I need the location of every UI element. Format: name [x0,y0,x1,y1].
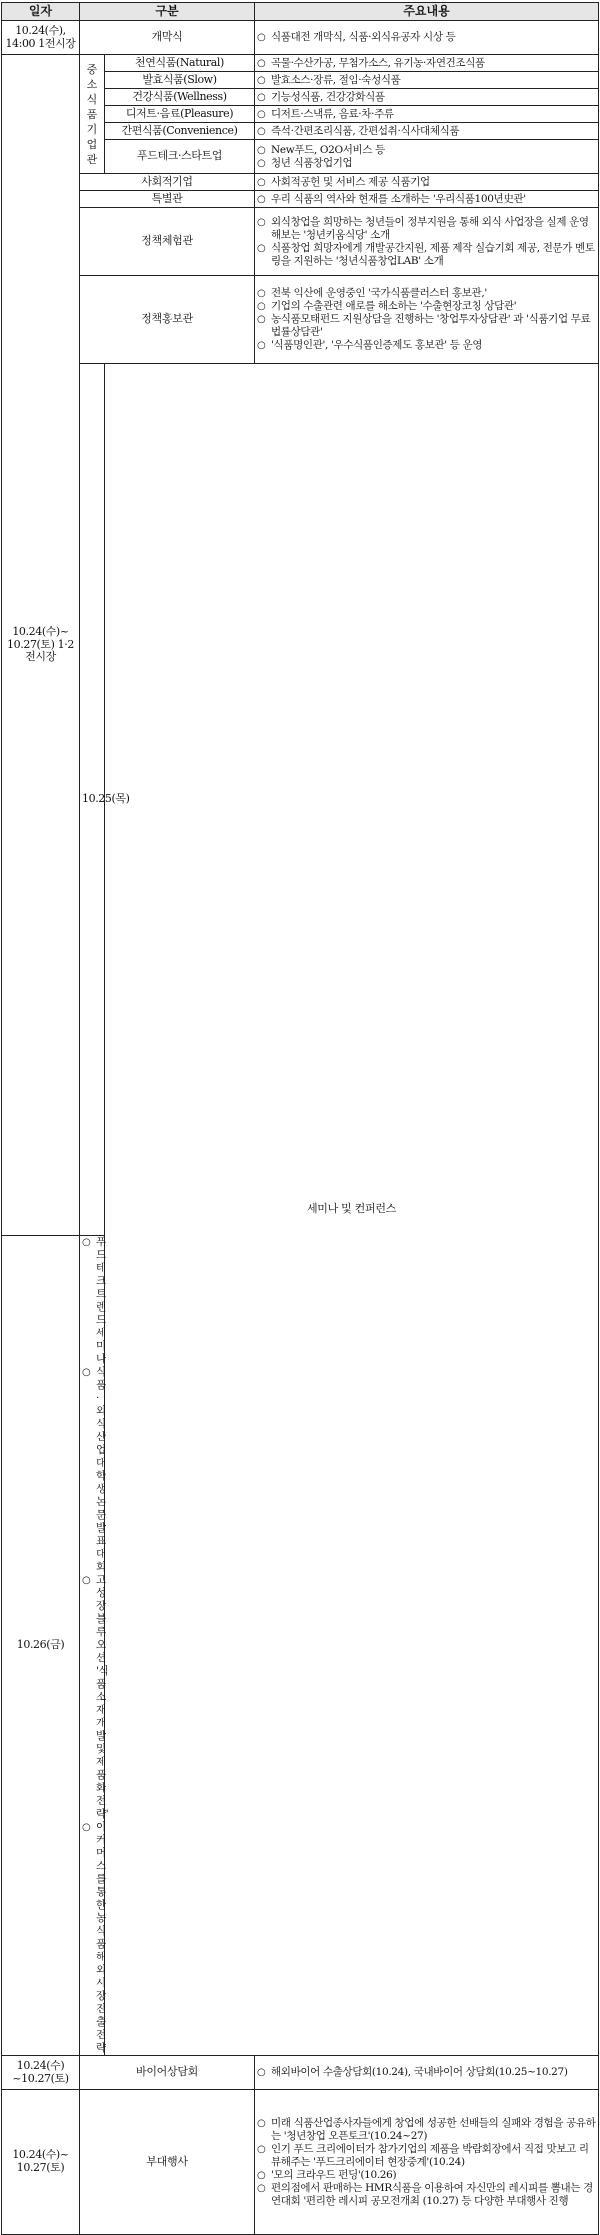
row-policy-pr [2,276,599,364]
circle-bullet-icon: ○ [257,2117,266,2129]
content-cell [255,174,599,191]
content-cell [255,89,599,106]
circle-bullet-icon: ○ [257,314,266,325]
category-cell: 정책홍보관 [80,276,255,364]
group-cell-sme: 중소 식품 기업관 [80,55,105,174]
content-cell [255,55,599,72]
category-cell: 개막식 [80,21,255,55]
circle-bullet-icon: ○ [257,2182,266,2194]
date-cell: 10.25(목) [80,364,105,1236]
circle-bullet-icon: ○ [257,32,266,43]
row-opening [2,21,599,55]
date-cell-main: 10.24(수)~ 10.27(토) 1·2전시장 [2,55,80,1236]
row-seminar-1025 [2,364,599,1236]
circle-bullet-icon: ○ [257,176,266,188]
date-cell: 10.26(금) [2,1236,80,2056]
category-cell: 바이어상담회 [80,2056,255,2090]
header-content: 주요내용 [255,3,599,21]
list-item: ○ 디저트·스낵류, 음료·차·주류 [257,107,394,120]
category-cell: 사회적기업 [80,174,255,191]
list-item: ○ 사회적공헌 및 서비스 제공 식품기업 [257,175,430,188]
row-special [2,191,599,208]
circle-bullet-icon: ○ [257,57,266,69]
row-social [2,174,599,191]
content-cell [255,106,599,123]
circle-bullet-icon: ○ [82,1237,91,1248]
list-item: ○ '모의 크라우드 펀딩'(10.26) [257,2168,397,2181]
header-row [2,3,599,21]
category-cell: 푸드테크·스타트업 [105,140,255,174]
list-item: ○ 기능성식품, 건강강화식품 [257,90,385,103]
category-cell: 디저트·음료(Pleasure) [105,106,255,123]
circle-bullet-icon: ○ [257,144,266,156]
content-cell [255,208,599,276]
circle-bullet-icon: ○ [257,125,266,137]
list-item: ○ 전북 익산에 운영중인 '국가식품클러스터 홍보관,' [257,287,487,299]
content-cell [255,276,599,364]
category-cell: 간편식품(Convenience) [105,123,255,140]
row-policy-experience [2,208,599,276]
list-item: ○ '식품명인관', '우수식품인증제도 홍보관' 등 운영 [257,339,483,351]
content-cell [255,2090,599,2235]
content-cell [255,21,599,55]
list-item: ○ 식품대전 개막식, 식품·외식유공자 시상 등 [257,31,456,43]
category-cell: 세미나 및 컨퍼런스 [105,364,599,2056]
list-item: ○ 기업의 수출관련 애로를 해소하는 '수출현장코칭 상담관' [257,300,517,312]
circle-bullet-icon: ○ [257,242,266,254]
circle-bullet-icon: ○ [257,216,266,228]
date-cell: 10.24(수), 14:00 1전시장 [2,21,80,55]
content-cell [255,72,599,89]
circle-bullet-icon: ○ [257,301,266,312]
list-item: ○ 즉석·간편조리식품, 간편섭취·식사대체식품 [257,124,460,137]
row-side-events [2,2090,599,2235]
circle-bullet-icon: ○ [82,1822,91,1833]
content-cell [255,140,599,174]
circle-bullet-icon: ○ [257,2169,266,2181]
date-cell: 10.24(수)~ 10.27(토) [2,2090,80,2235]
list-item: ○ 식품창업 희망자에게 개발공간지원, 제품 제작 실습기회 제공, 전문가 멘토링을 지원하는 '청년식품창업LAB' 소개 [257,241,595,267]
circle-bullet-icon: ○ [257,340,266,351]
list-item: ○ 발효소스·장류, 절임·숙성식품 [257,73,401,86]
list-item: ○ 식품·외식산업 대학생 논문발표대회 [82,1366,106,1573]
circle-bullet-icon: ○ [82,1367,91,1378]
circle-bullet-icon: ○ [257,2143,266,2155]
list-item: ○ 청년 식품창업기업 [257,156,353,169]
circle-bullet-icon: ○ [257,157,266,169]
category-cell: 부대행사 [80,2090,255,2235]
row-natural [2,55,599,72]
list-item: ○ 편의점에서 판매하는 HMR식품을 이용하여 자신만의 레시피를 뽐내는 경연대회 '편리한 레시피 공모전개최 (10.27) 등 다양한 부대행사 진행 [257,2181,593,2207]
circle-bullet-icon: ○ [257,288,266,299]
list-item: ○ 농식품모태펀드 지원상담을 진행하는 '창업투자상담관' 과 '식품기업 무료법률상담관' [257,313,591,338]
category-cell: 발효식품(Slow) [105,72,255,89]
list-item: ○ 인기 푸드 크리에이터가 참가기업의 제품을 박람회장에서 직접 맛보고 리뷰해주는 '푸드크리에이터 현장중계'(10.24) [257,2142,589,2168]
circle-bullet-icon: ○ [257,193,266,205]
list-item: ○ 이커머스를 통한 농식품 해외시장 진출전략 [82,1821,106,2054]
content-cell [80,1236,109,2056]
category-cell: 천연식품(Natural) [105,55,255,72]
list-item: ○ 미래 식품산업종사자들에게 창업에 성공한 선배들의 실패와 경험을 공유하는 '청년창업 오픈토크'(10.24~27) [257,2116,596,2142]
content-cell [255,191,599,208]
circle-bullet-icon: ○ [257,74,266,86]
row-buyer [2,2056,599,2090]
list-item: ○ 고성장 블루오션 '식품소재 개발 및 제품화 전략' [82,1574,109,1820]
list-item: ○ 우리 식품의 역사와 현재를 소개하는 '우리식품100년史관' [257,192,526,205]
list-item: ○ 곡물·수산가공, 무첨가소스, 유기농·자연건조식품 [257,56,485,69]
list-item: ○ 푸드테크 트렌드 세미나 [82,1236,106,1365]
header-category: 구분 [80,3,255,21]
circle-bullet-icon: ○ [82,1575,91,1586]
list-item: ○ 외식창업을 희망하는 청년들이 정부지원을 통해 외식 사업장을 실제 운영해보는 '청년키움식당' 소개 [257,215,589,241]
circle-bullet-icon: ○ [257,91,266,103]
header-date: 일자 [2,3,80,21]
content-cell [255,2056,599,2090]
category-cell: 특별관 [80,191,255,208]
category-cell: 정책체험관 [80,208,255,276]
circle-bullet-icon: ○ [257,108,266,120]
circle-bullet-icon: ○ [257,2067,266,2078]
content-cell [255,123,599,140]
date-cell: 10.24(수) ~10.27(토) [2,2056,80,2090]
category-cell: 건강식품(Wellness) [105,89,255,106]
list-item: ○ 해외바이어 수출상담회(10.24), 국내바이어 상담회(10.25~10.27) [257,2066,568,2078]
schedule-table [1,2,599,2235]
list-item: ○ New푸드, O2O서비스 등 [257,143,385,156]
